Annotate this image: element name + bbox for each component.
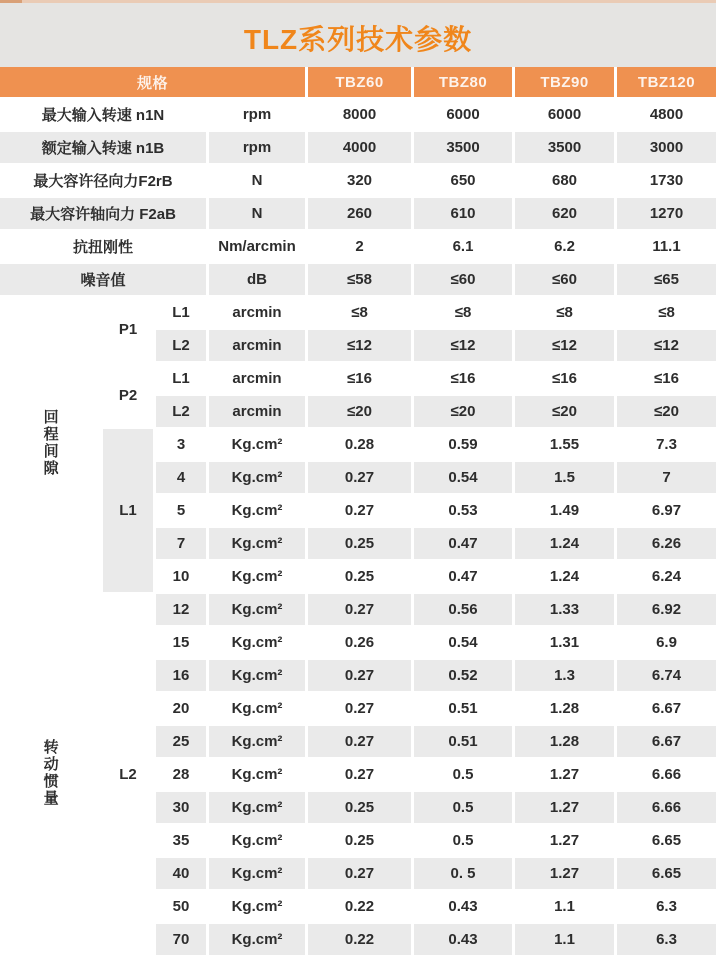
value-cell: 1.28 [515, 693, 614, 724]
value-cell: ≤12 [414, 330, 512, 361]
value-cell: 3500 [414, 132, 512, 163]
table-row [0, 99, 716, 130]
value-cell: 0.47 [414, 561, 512, 592]
unit-cell: Kg.cm² [209, 594, 305, 625]
value-cell: 6.24 [617, 561, 716, 592]
value-cell: 1.1 [515, 891, 614, 922]
unit-cell: Nm/arcmin [209, 231, 305, 262]
value-cell: 0. 5 [414, 858, 512, 889]
top-edge-strip [0, 0, 716, 3]
value-cell: ≤60 [414, 264, 512, 295]
value-cell: 1270 [617, 198, 716, 229]
table-row [0, 264, 716, 295]
value-cell: 6.97 [617, 495, 716, 526]
value-cell: 0.54 [414, 627, 512, 658]
value-cell: 620 [515, 198, 614, 229]
value-cell: 0.27 [308, 693, 411, 724]
value-cell: ≤8 [515, 297, 614, 328]
value-cell: 0.27 [308, 759, 411, 790]
title-band [0, 0, 716, 67]
unit-cell: rpm [209, 132, 305, 163]
unit-cell: arcmin [209, 330, 305, 361]
ratio-cell: 5 [156, 495, 206, 526]
ratio-cell: L2 [156, 396, 206, 427]
ratio-cell: 10 [156, 561, 206, 592]
unit-cell: Kg.cm² [209, 759, 305, 790]
unit-cell: N [209, 198, 305, 229]
value-cell: 0.28 [308, 429, 411, 460]
value-cell: 0.25 [308, 792, 411, 823]
table-header-row [0, 67, 716, 97]
ratio-cell: 7 [156, 528, 206, 559]
value-cell: 6.66 [617, 759, 716, 790]
value-cell: 6.66 [617, 792, 716, 823]
ratio-cell: 4 [156, 462, 206, 493]
param-label-cell: 最大输入转速 n1N [0, 99, 206, 130]
ratio-cell: 70 [156, 924, 206, 955]
value-cell: 0.47 [414, 528, 512, 559]
value-cell: ≤8 [308, 297, 411, 328]
value-cell: 3500 [515, 132, 614, 163]
ratio-cell: 35 [156, 825, 206, 856]
value-cell: ≤58 [308, 264, 411, 295]
spec-table [0, 67, 716, 957]
unit-cell: dB [209, 264, 305, 295]
value-cell: 320 [308, 165, 411, 196]
table-row [0, 363, 716, 394]
ratio-cell: 12 [156, 594, 206, 625]
unit-cell: arcmin [209, 363, 305, 394]
value-cell: 4000 [308, 132, 411, 163]
group-label-backlash [0, 297, 100, 592]
value-cell: 1.3 [515, 660, 614, 691]
value-cell: ≤12 [308, 330, 411, 361]
value-cell: 1.27 [515, 858, 614, 889]
unit-cell: Kg.cm² [209, 924, 305, 955]
table-row [0, 429, 716, 460]
value-cell: 2 [308, 231, 411, 262]
value-cell: 6.74 [617, 660, 716, 691]
unit-cell: Kg.cm² [209, 429, 305, 460]
unit-cell: arcmin [209, 396, 305, 427]
value-cell: 650 [414, 165, 512, 196]
value-cell: ≤20 [308, 396, 411, 427]
value-cell: 6.67 [617, 693, 716, 724]
subgroup-label-l2: L2 [103, 594, 153, 955]
param-label-cell: 噪音值 [0, 264, 206, 295]
value-cell: 0.43 [414, 924, 512, 955]
value-cell: 6.3 [617, 891, 716, 922]
value-cell: ≤20 [617, 396, 716, 427]
value-cell: 6.2 [515, 231, 614, 262]
value-cell: ≤8 [617, 297, 716, 328]
unit-cell: Kg.cm² [209, 660, 305, 691]
value-cell: 1.5 [515, 462, 614, 493]
value-cell: 1.1 [515, 924, 614, 955]
value-cell: ≤16 [617, 363, 716, 394]
value-cell: ≤16 [515, 363, 614, 394]
ratio-cell: 3 [156, 429, 206, 460]
value-cell: ≤60 [515, 264, 614, 295]
param-label-cell: 额定输入转速 n1B [0, 132, 206, 163]
value-cell: ≤12 [515, 330, 614, 361]
value-cell: 0.27 [308, 495, 411, 526]
ratio-cell: 20 [156, 693, 206, 724]
model-header-cell: TBZ90 [515, 67, 614, 97]
value-cell: 4800 [617, 99, 716, 130]
ratio-cell: L1 [156, 297, 206, 328]
value-cell: 1.28 [515, 726, 614, 757]
unit-cell: Kg.cm² [209, 792, 305, 823]
param-label-cell: 最大容许径向力F2rB [0, 165, 206, 196]
unit-cell: Kg.cm² [209, 858, 305, 889]
value-cell: ≤16 [414, 363, 512, 394]
value-cell: 1730 [617, 165, 716, 196]
value-cell: 6.67 [617, 726, 716, 757]
value-cell: 11.1 [617, 231, 716, 262]
value-cell: ≤12 [617, 330, 716, 361]
model-header-cell: TBZ120 [617, 67, 716, 97]
value-cell: 6.65 [617, 858, 716, 889]
table-row [0, 198, 716, 229]
group-label-text: 回程间隙 [41, 408, 59, 477]
subgroup-label-p2: P2 [103, 363, 153, 427]
value-cell: 1.24 [515, 561, 614, 592]
table-row [0, 297, 716, 328]
ratio-cell: 50 [156, 891, 206, 922]
param-label-cell: 最大容许轴向力 F2aB [0, 198, 206, 229]
spec-table-wrap [0, 67, 716, 960]
spec-header-cell: 规格 [0, 67, 305, 97]
ratio-cell: 30 [156, 792, 206, 823]
group-label-inertia [0, 594, 100, 955]
value-cell: 0.27 [308, 858, 411, 889]
subgroup-label-l1: L1 [103, 429, 153, 592]
unit-cell: Kg.cm² [209, 627, 305, 658]
value-cell: 0.5 [414, 825, 512, 856]
value-cell: 3000 [617, 132, 716, 163]
subgroup-label-p1: P1 [103, 297, 153, 361]
value-cell: ≤16 [308, 363, 411, 394]
ratio-cell: 16 [156, 660, 206, 691]
value-cell: 680 [515, 165, 614, 196]
ratio-cell: L2 [156, 330, 206, 361]
value-cell: 1.33 [515, 594, 614, 625]
value-cell: 1.27 [515, 759, 614, 790]
value-cell: 1.24 [515, 528, 614, 559]
unit-cell: N [209, 165, 305, 196]
value-cell: 0.27 [308, 660, 411, 691]
value-cell: 6000 [414, 99, 512, 130]
value-cell: 8000 [308, 99, 411, 130]
table-row [0, 132, 716, 163]
unit-cell: Kg.cm² [209, 528, 305, 559]
value-cell: 7 [617, 462, 716, 493]
value-cell: 0.22 [308, 924, 411, 955]
value-cell: 6.3 [617, 924, 716, 955]
value-cell: 6.92 [617, 594, 716, 625]
value-cell: 0.5 [414, 792, 512, 823]
table-row [0, 231, 716, 262]
value-cell: 1.55 [515, 429, 614, 460]
model-header-cell: TBZ80 [414, 67, 512, 97]
top-edge-strip-accent [0, 0, 22, 3]
ratio-cell: 15 [156, 627, 206, 658]
value-cell: 0.27 [308, 594, 411, 625]
value-cell: 1.27 [515, 792, 614, 823]
value-cell: 0.52 [414, 660, 512, 691]
value-cell: ≤20 [414, 396, 512, 427]
value-cell: 1.31 [515, 627, 614, 658]
value-cell: 610 [414, 198, 512, 229]
value-cell: 0.51 [414, 726, 512, 757]
value-cell: 0.25 [308, 561, 411, 592]
value-cell: 0.43 [414, 891, 512, 922]
value-cell: 0.51 [414, 693, 512, 724]
unit-cell: arcmin [209, 297, 305, 328]
value-cell: 0.59 [414, 429, 512, 460]
unit-cell: Kg.cm² [209, 561, 305, 592]
unit-cell: Kg.cm² [209, 693, 305, 724]
unit-cell: rpm [209, 99, 305, 130]
table-row [0, 594, 716, 625]
value-cell: 6000 [515, 99, 614, 130]
value-cell: 0.25 [308, 825, 411, 856]
value-cell: 260 [308, 198, 411, 229]
value-cell: 6.65 [617, 825, 716, 856]
value-cell: 0.56 [414, 594, 512, 625]
value-cell: 1.27 [515, 825, 614, 856]
value-cell: 0.54 [414, 462, 512, 493]
value-cell: ≤8 [414, 297, 512, 328]
value-cell: 0.27 [308, 462, 411, 493]
value-cell: 6.9 [617, 627, 716, 658]
unit-cell: Kg.cm² [209, 495, 305, 526]
ratio-cell: 40 [156, 858, 206, 889]
group-label-text: 转动惯量 [41, 738, 59, 807]
value-cell: ≤65 [617, 264, 716, 295]
ratio-cell: 28 [156, 759, 206, 790]
table-row [0, 165, 716, 196]
value-cell: 6.1 [414, 231, 512, 262]
value-cell: 0.25 [308, 528, 411, 559]
ratio-cell: 25 [156, 726, 206, 757]
page-title: TLZ系列技术参数 [243, 23, 473, 55]
value-cell: 0.22 [308, 891, 411, 922]
unit-cell: Kg.cm² [209, 462, 305, 493]
value-cell: 6.26 [617, 528, 716, 559]
value-cell: 1.49 [515, 495, 614, 526]
model-header-cell: TBZ60 [308, 67, 411, 97]
unit-cell: Kg.cm² [209, 726, 305, 757]
value-cell: 0.26 [308, 627, 411, 658]
value-cell: ≤20 [515, 396, 614, 427]
param-label-cell: 抗扭刚性 [0, 231, 206, 262]
value-cell: 0.53 [414, 495, 512, 526]
value-cell: 0.5 [414, 759, 512, 790]
value-cell: 0.27 [308, 726, 411, 757]
unit-cell: Kg.cm² [209, 891, 305, 922]
value-cell: 7.3 [617, 429, 716, 460]
unit-cell: Kg.cm² [209, 825, 305, 856]
ratio-cell: L1 [156, 363, 206, 394]
